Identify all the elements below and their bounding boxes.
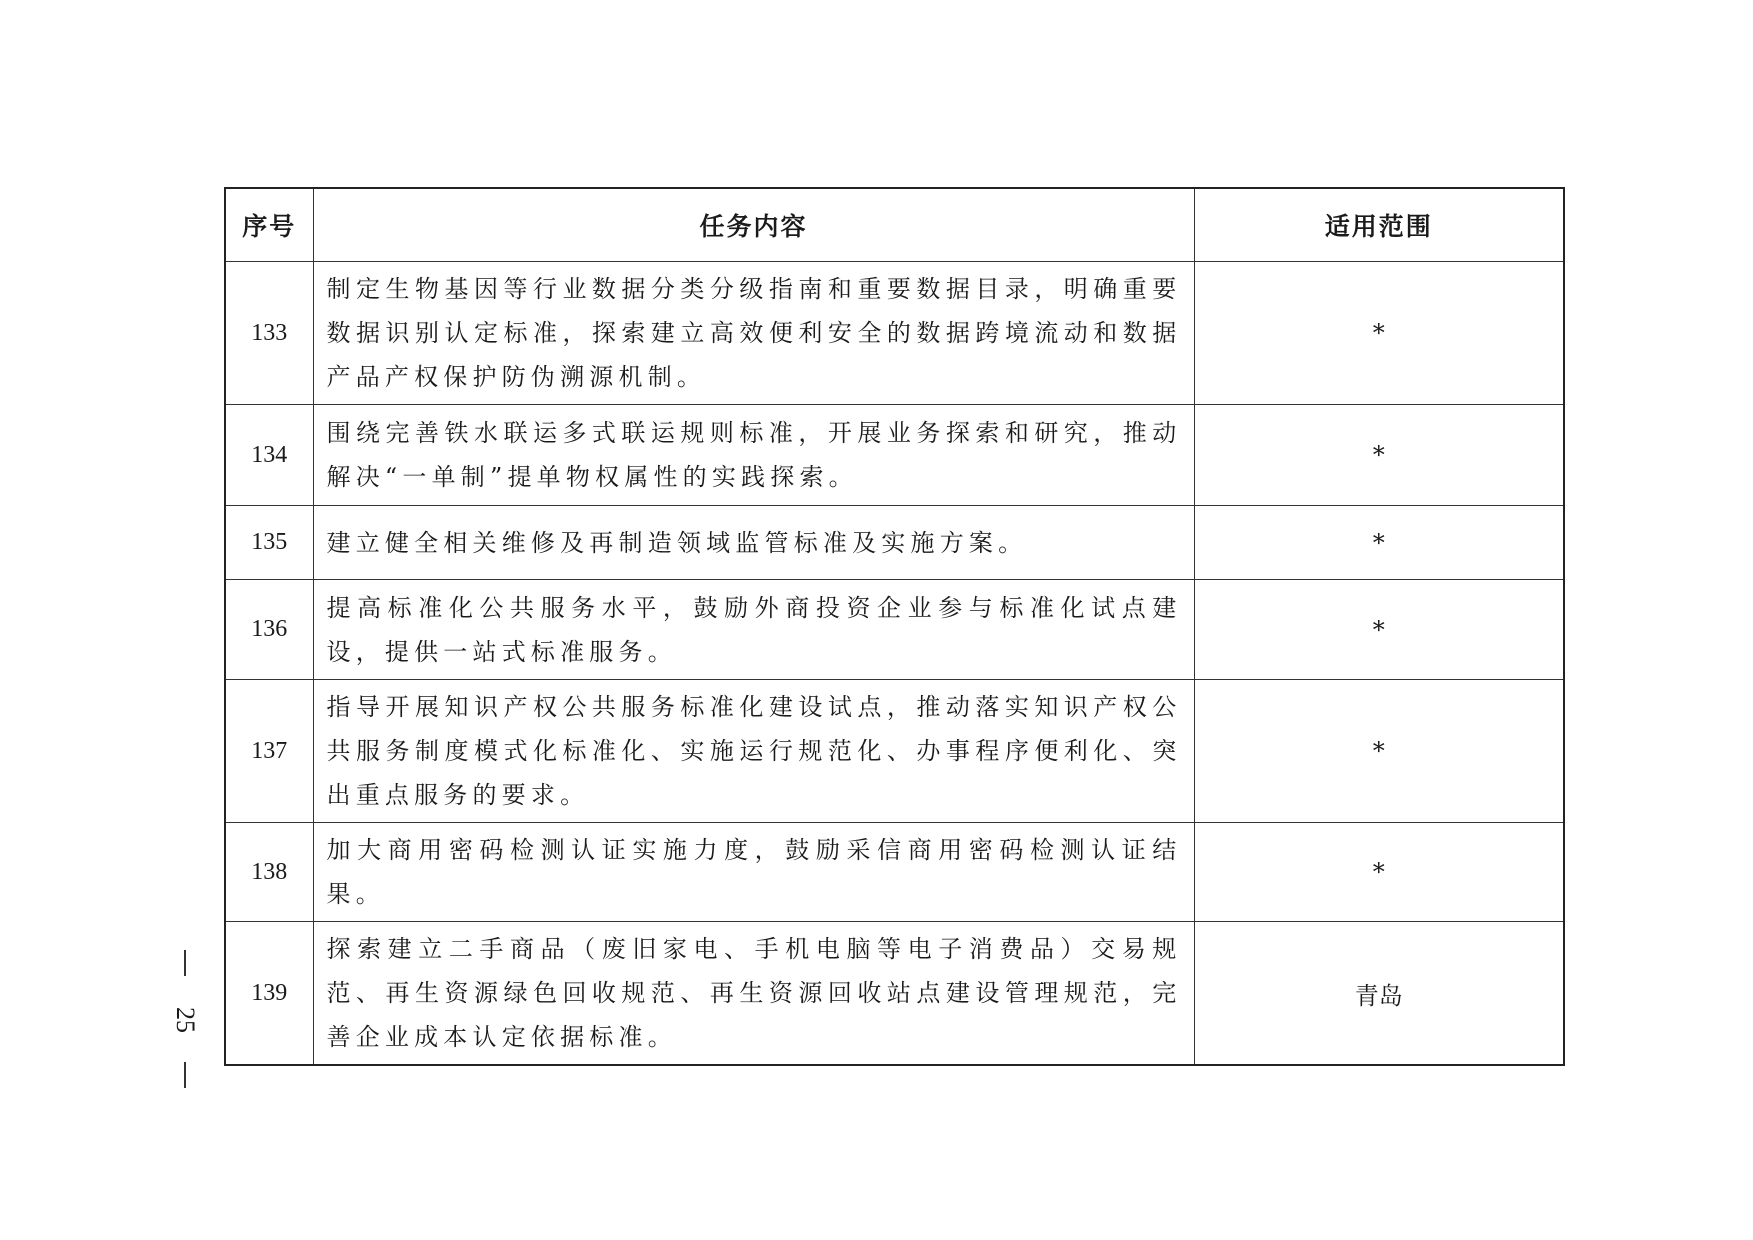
task-content: 建立健全相关维修及再制造领域监管标准及实施方案。 (313, 506, 1194, 580)
table-row (225, 405, 1564, 506)
header-no: 序号 (225, 188, 313, 262)
task-content: 制定生物基因等行业数据分类分级指南和重要数据目录，明确重要数据识别认定标准，探索建立高效便利安全的数据跨境流动和数据产品产权保护防伪溯源机制。 (313, 262, 1194, 405)
row-number: 136 (225, 580, 313, 680)
header-scope: 适用范围 (1194, 188, 1564, 262)
page-number: 25 (171, 1007, 200, 1033)
scope-value: * (1194, 680, 1564, 823)
row-number: 137 (225, 680, 313, 823)
page-number-dash-top (184, 950, 186, 976)
table-row (225, 922, 1564, 1066)
scope-value: * (1194, 262, 1564, 405)
scope-value: * (1194, 580, 1564, 680)
page-number-dash-bottom (184, 1062, 186, 1088)
table-row (225, 823, 1564, 922)
task-content: 指导开展知识产权公共服务标准化建设试点，推动落实知识产权公共服务制度模式化标准化、实施运行规范化、办事程序便利化、突出重点服务的要求。 (313, 680, 1194, 823)
header-task: 任务内容 (313, 188, 1194, 262)
table-header (225, 188, 1564, 262)
task-table (224, 187, 1565, 1066)
scope-value: 青岛 (1194, 922, 1564, 1066)
scope-value: * (1194, 506, 1564, 580)
scope-value: * (1194, 823, 1564, 922)
row-number: 138 (225, 823, 313, 922)
row-number: 139 (225, 922, 313, 1066)
table-row (225, 506, 1564, 580)
task-content: 加大商用密码检测认证实施力度，鼓励采信商用密码检测认证结果。 (313, 823, 1194, 922)
row-number: 133 (225, 262, 313, 405)
table-row (225, 262, 1564, 405)
row-number: 135 (225, 506, 313, 580)
scope-value: * (1194, 405, 1564, 506)
task-content: 探索建立二手商品（废旧家电、手机电脑等电子消费品）交易规范、再生资源绿色回收规范、再生资源回收站点建设管理规范，完善企业成本认定依据标准。 (313, 922, 1194, 1066)
table-body (225, 262, 1564, 1066)
table-row (225, 580, 1564, 680)
task-content: 围绕完善铁水联运多式联运规则标准，开展业务探索和研究，推动解决“一单制”提单物权属性的实践探索。 (313, 405, 1194, 506)
task-content: 提高标准化公共服务水平，鼓励外商投资企业参与标准化试点建设，提供一站式标准服务。 (313, 580, 1194, 680)
table-row (225, 680, 1564, 823)
header-row (225, 188, 1564, 262)
row-number: 134 (225, 405, 313, 506)
